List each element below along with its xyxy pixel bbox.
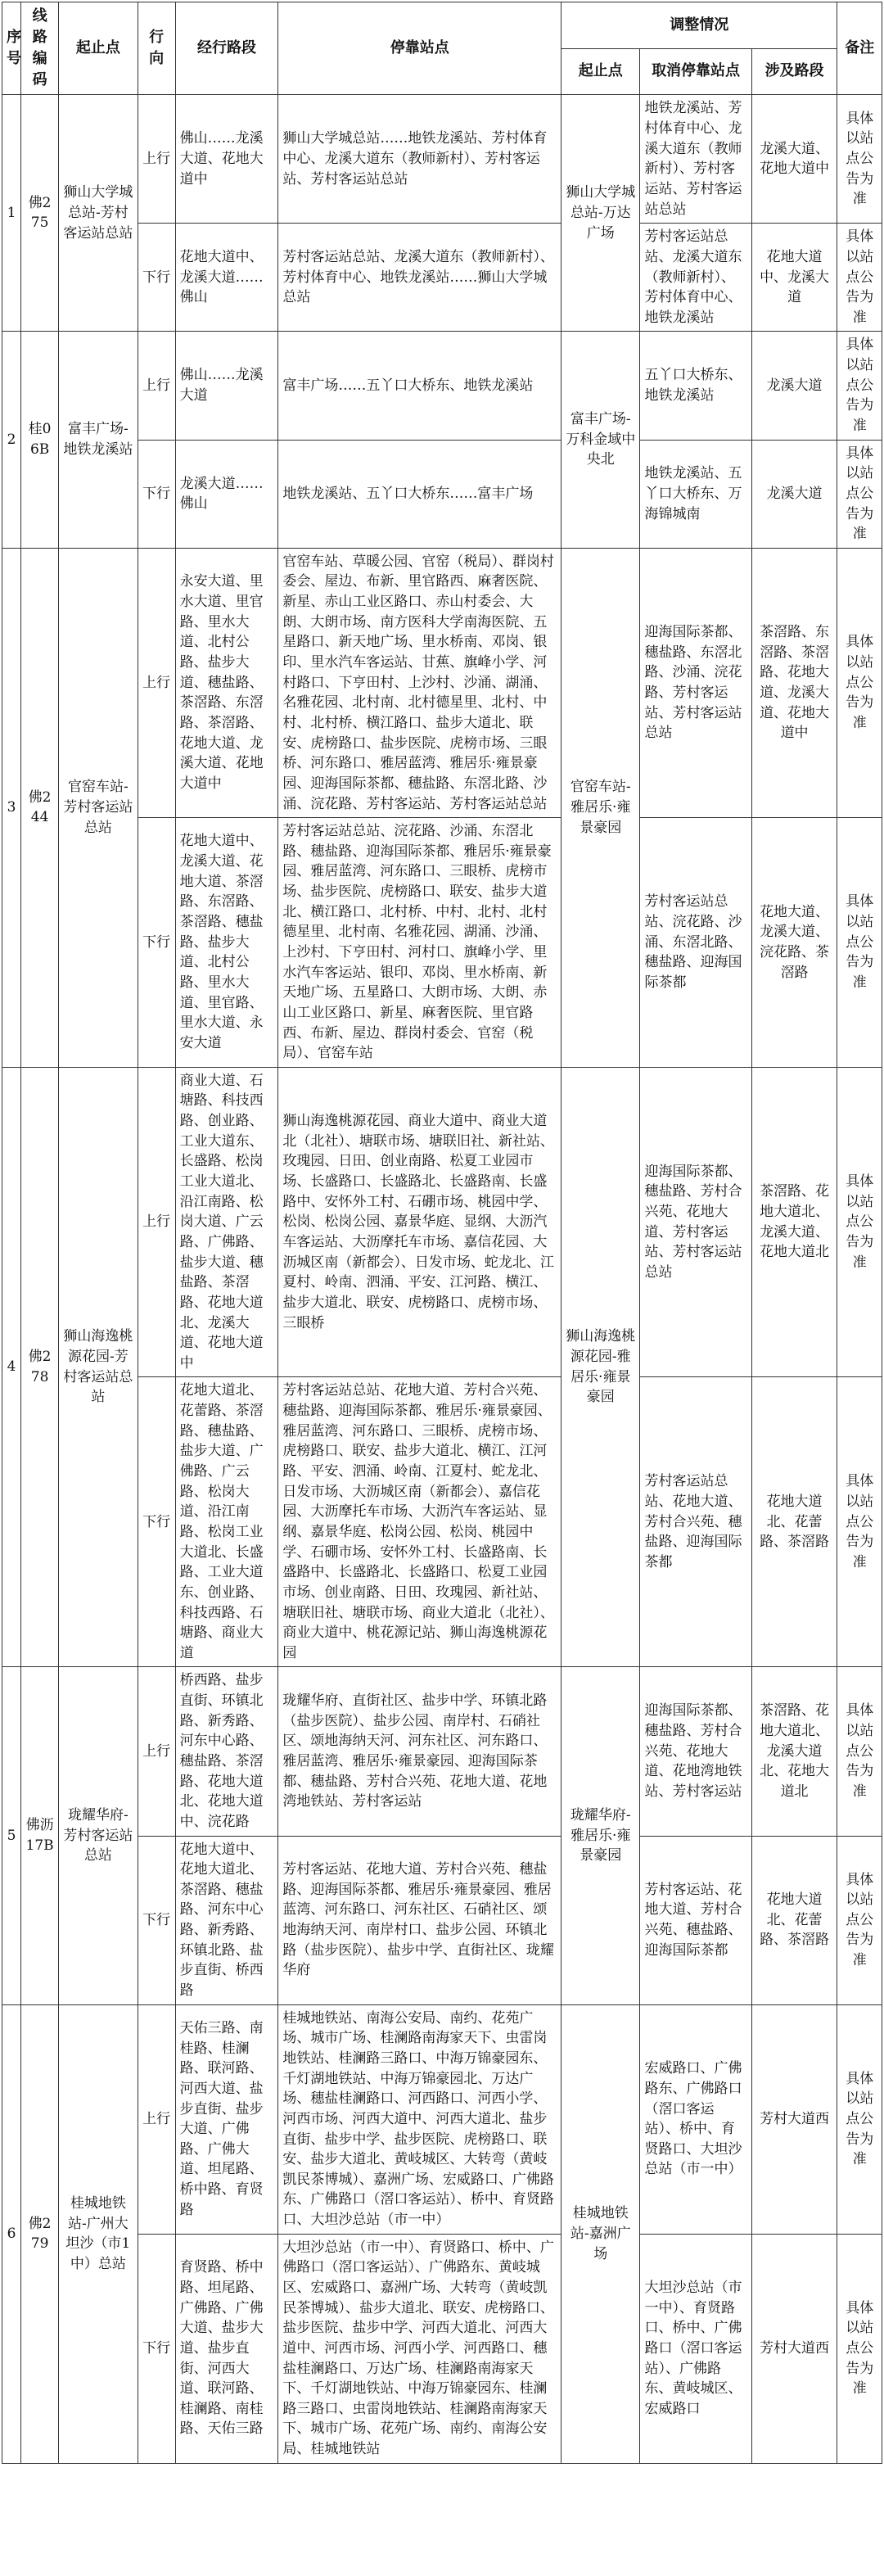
- route-code: 佛275: [21, 95, 59, 332]
- via-roads: 花地大道中、龙溪大道……佛山: [175, 224, 278, 332]
- cancelled-stops: 芳村客运站、花地大道、芳村合兴苑、穗盐路、迎海国际茶都: [640, 1836, 751, 2004]
- remark: 具体以站点公告为准: [837, 2004, 882, 2234]
- stops: 芳村客运站、花地大道、芳村合兴苑、穗盐路、迎海国际茶都、雅居乐·雍景豪园、雅居蓝湾、河东路口、河东社区、石硝社区、颂地海纳天河、南岸村口、盐步公园、环镇北路（盐步医院）、盐步中学、直街社区、珑耀华府: [278, 1836, 562, 2004]
- cancelled-stops: 芳村客运站总站、花地大道、芳村合兴苑、穗盐路、迎海国际茶都: [640, 1377, 751, 1667]
- remark: 具体以站点公告为准: [837, 1377, 882, 1667]
- adjusted-terminals: 珑耀华府-雅居乐·雍景豪园: [562, 1667, 640, 2004]
- stops: 桂城地铁站、南海公安局、南约、花苑广场、城市广场、桂澜路南海家天下、虫雷岗地铁站、桂澜路三路口、中海万锦豪园东、千灯湖地铁站、中海万锦豪园北、万达广场、穗盐桂澜路口、河西路口、河西小学、河西市场、河西大道中、河西大道北、盐步直街、盐步中学、盐步医院、虎榜路口、联安、盐步大道北、黄岐城区、大转弯（黄岐凯民茶博城）、嘉洲广场、宏威路口、广佛路东、广佛路口（滘口客运站）、桥中、育贤路口、大坦沙总站（市一中）: [278, 2004, 562, 2234]
- via-roads: 永安大道、里水大道、里官路、里水大道、北村公路、盐步大道、穗盐路、茶滘路、东滘路、茶滘路、花地大道、龙溪大道、花地大道中: [175, 548, 278, 817]
- cancelled-stops: 大坦沙总站（市一中）、育贤路口、桥中、广佛路口（滘口客运站）、广佛路东、黄岐城区、宏威路口: [640, 2234, 751, 2463]
- cancelled-stops: 芳村客运站总站、龙溪大道东（教师新村）、芳村体育中心、地铁龙溪站: [640, 224, 751, 332]
- route-adjustment-table: [2, 2, 882, 2464]
- header-stops: 停靠站点: [278, 2, 562, 95]
- roads-involved: 花地大道中、龙溪大道: [751, 224, 837, 332]
- stops: 富丰广场……五丫口大桥东、地铁龙溪站: [278, 332, 562, 440]
- route-index: 2: [2, 332, 21, 548]
- roads-involved: 龙溪大道: [751, 440, 837, 548]
- route-code: 佛279: [21, 2004, 59, 2463]
- via-roads: 花地大道中、龙溪大道、花地大道、茶滘路、东滘路、茶滘路、穗盐路、盐步大道、北村公路、里水大道、里官路、里水大道、永安大道: [175, 818, 278, 1068]
- roads-involved: 花地大道北、花蕾路、茶滘路: [751, 1836, 837, 2004]
- table-row: [2, 1067, 882, 1377]
- stops: 大坦沙总站（市一中）、育贤路口、桥中、广佛路口（滘口客运站）、广佛路东、黄岐城区、宏威路口、嘉洲广场、大转弯（黄岐凯民茶博城）、盐步大道北、联安、虎榜路口、盐步医院、盐步中学、河西大道北、河西大道中、河西市场、河西小学、河西路口、穗盐桂澜路口、万达广场、桂澜路南海家天下、千灯湖地铁站、中海万锦豪园东、桂澜路三路口、虫雷岗地铁站、桂澜路南海家天下、城市广场、花苑广场、南约、南海公安局、桂城地铁站: [278, 2234, 562, 2463]
- route-terminals: 珑耀华府-芳村客运站总站: [59, 1667, 138, 2004]
- remark: 具体以站点公告为准: [837, 440, 882, 548]
- cancelled-stops: 迎海国际茶都、穗盐路、芳村合兴苑、花地大道、花地湾地铁站、芳村客运站: [640, 1667, 751, 1836]
- table-body: [2, 95, 882, 2463]
- route-index: 4: [2, 1067, 21, 1667]
- via-roads: 天佑三路、南桂路、桂澜路、联河路、河西大道、盐步直街、盐步大道、广佛路、广佛大道、坦尾路、桥中路、育贤路: [175, 2004, 278, 2234]
- remark: 具体以站点公告为准: [837, 95, 882, 224]
- roads-involved: 花地大道、龙溪大道、浣花路、茶滘路: [751, 818, 837, 1068]
- adjusted-terminals: 富丰广场-万科金域中央北: [562, 332, 640, 548]
- cancelled-stops: 地铁龙溪站、芳村体育中心、龙溪大道东（教师新村）、芳村客运站、芳村客运站总站: [640, 95, 751, 224]
- direction: 下行: [138, 1377, 175, 1667]
- via-roads: 花地大道北、花蕾路、茶滘路、穗盐路、盐步大道、广佛路、广云路、松岗大道、沿江南路、松岗工业大道北、长盛路、工业大道东、创业路、科技西路、石塘路、商业大道: [175, 1377, 278, 1667]
- stops: 芳村客运站总站、花地大道、芳村合兴苑、穗盐路、迎海国际茶都、雅居乐·雍景豪园、雅居蓝湾、河东路口、三眼桥、虎榜市场、虎榜路口、联安、盐步大道北、横江、江河路、平安、泗涌、岭南、江夏村、蛇龙北、日发市场、大沥城区南（新都会）、嘉信花园、大沥摩托车市场、大沥汽车客运站、显纲、嘉景华庭、松岗公园、松岗、桃园中学、石硼市场、安怀外工村、长盛路南、长盛路中、长盛路北、长盛路口、松夏工业园市场、创业南路、日田、玫瑰园、新社站、塘联旧社、塘联市场、商业大道北（北社）、商业大道中、桃花源记站、狮山海逸桃源花园: [278, 1377, 562, 1667]
- route-terminals: 狮山海逸桃源花园-芳村客运站总站: [59, 1067, 138, 1667]
- table-row: [2, 1667, 882, 1836]
- roads-involved: 茶滘路、东滘路、茶滘路、花地大道、龙溪大道、花地大道中: [751, 548, 837, 817]
- via-roads: 桥西路、盐步直街、环镇北路、新秀路、河东中心路、穗盐路、茶滘路、花地大道北、花地大道中、浣花路: [175, 1667, 278, 1836]
- via-roads: 育贤路、桥中路、坦尾路、广佛路、广佛大道、盐步大道、盐步直街、河西大道、联河路、桂澜路、南桂路、天佑三路: [175, 2234, 278, 2463]
- cancelled-stops: 迎海国际茶都、穗盐路、东滘北路、沙涌、浣花路、芳村客运站、芳村客运站总站: [640, 548, 751, 817]
- header-route-code: 线路编码: [21, 2, 59, 95]
- remark: 具体以站点公告为准: [837, 224, 882, 332]
- remark: 具体以站点公告为准: [837, 332, 882, 440]
- stops: 芳村客运站总站、龙溪大道东（教师新村）、芳村体育中心、地铁龙溪站……狮山大学城总站: [278, 224, 562, 332]
- header-adjustment: 调整情况: [562, 2, 837, 49]
- direction: 上行: [138, 2004, 175, 2234]
- roads-involved: 芳村大道西: [751, 2004, 837, 2234]
- route-code: 佛244: [21, 548, 59, 1067]
- route-terminals: 狮山大学城总站-芳村客运站总站: [59, 95, 138, 332]
- remark: 具体以站点公告为准: [837, 1667, 882, 1836]
- route-index: 6: [2, 2004, 21, 2463]
- header-adj-roads-involved: 涉及路段: [751, 48, 837, 95]
- table-row: [2, 332, 882, 440]
- adjusted-terminals: 狮山海逸桃源花园-雅居乐·雍景豪园: [562, 1067, 640, 1667]
- direction: 上行: [138, 1067, 175, 1377]
- cancelled-stops: 宏威路口、广佛路东、广佛路口（滘口客运站）、桥中、育贤路口、大坦沙总站（市一中）: [640, 2004, 751, 2234]
- direction: 下行: [138, 818, 175, 1068]
- remark: 具体以站点公告为准: [837, 1067, 882, 1377]
- header-remarks: 备注: [837, 2, 882, 95]
- route-terminals: 桂城地铁站-广州大坦沙（市1中）总站: [59, 2004, 138, 2463]
- header-index: 序号: [2, 2, 21, 95]
- route-code: 佛沥17B: [21, 1667, 59, 2004]
- route-code: 桂06B: [21, 332, 59, 548]
- route-index: 1: [2, 95, 21, 332]
- table-row: [2, 95, 882, 224]
- roads-involved: 龙溪大道: [751, 332, 837, 440]
- route-terminals: 官窑车站-芳村客运站总站: [59, 548, 138, 1067]
- adjusted-terminals: 官窑车站-雅居乐·雍景豪园: [562, 548, 640, 1067]
- header-origin-terminal: 起止点: [59, 2, 138, 95]
- route-terminals: 富丰广场-地铁龙溪站: [59, 332, 138, 548]
- route-index: 5: [2, 1667, 21, 2004]
- cancelled-stops: 五丫口大桥东、地铁龙溪站: [640, 332, 751, 440]
- via-roads: 佛山……龙溪大道、花地大道中: [175, 95, 278, 224]
- stops: 芳村客运站总站、浣花路、沙涌、东滘北路、穗盐路、迎海国际茶都、雅居乐·雍景豪园、雅居蓝湾、河东路口、三眼桥、虎榜市场、盐步医院、虎榜路口、联安、盐步大道北、横江路口、北村桥、中村、北村、北村德星里、北村南、名雅花园、湖涌、沙涌、上沙村、下亨田村、河村口、旗峰小学、里水汽车客运站、银印、邓岗、里水桥南、新天地广场、五星路口、大朗市场、大朗、赤山工业区路口、新星、麻奢医院、里官路西、布新、屋边、群岗村委会、官窑（税局）、官窑车站: [278, 818, 562, 1068]
- via-roads: 商业大道、石塘路、科技西路、创业路、工业大道东、长盛路、松岗工业大道北、沿江南路、松岗大道、广云路、广佛路、盐步大道、穗盐路、茶滘路、花地大道北、龙溪大道、花地大道中: [175, 1067, 278, 1377]
- header-via-roads: 经行路段: [175, 2, 278, 95]
- cancelled-stops: 芳村客运站总站、浣花路、沙涌、东滘北路、穗盐路、迎海国际茶都: [640, 818, 751, 1068]
- direction: 下行: [138, 2234, 175, 2463]
- direction: 下行: [138, 1836, 175, 2004]
- direction: 上行: [138, 548, 175, 817]
- roads-involved: 茶滘路、花地大道北、龙溪大道北、花地大道北: [751, 1667, 837, 1836]
- route-index: 3: [2, 548, 21, 1067]
- remark: 具体以站点公告为准: [837, 1836, 882, 2004]
- remark: 具体以站点公告为准: [837, 818, 882, 1068]
- cancelled-stops: 迎海国际茶都、穗盐路、芳村合兴苑、花地大道、芳村客运站、芳村客运站总站: [640, 1067, 751, 1377]
- stops: 珑耀华府、直街社区、盐步中学、环镇北路（盐步医院）、盐步公园、南岸村、石硝社区、颂地海纳天河、河东社区、河东路口、雅居蓝湾、雅居乐·雍景豪园、迎海国际茶都、穗盐路、芳村合兴苑、花地大道、花地湾地铁站、芳村客运站: [278, 1667, 562, 1836]
- cancelled-stops: 地铁龙溪站、五丫口大桥东、万海锦城南: [640, 440, 751, 548]
- roads-involved: 花地大道北、花蕾路、茶滘路: [751, 1377, 837, 1667]
- stops: 狮山海逸桃源花园、商业大道中、商业大道北（北社）、塘联市场、塘联旧社、新社站、玫瑰园、日田、创业南路、松夏工业园市场、长盛路口、长盛路北、长盛路南、长盛路中、安怀外工村、石硼市场、桃园中学、松岗、松岗公园、嘉景华庭、显纲、大沥汽车客运站、大沥摩托车市场、嘉信花园、大沥城区南（新都会）、日发市场、蛇龙北、江夏村、岭南、泗涌、平安、江河路、横江、盐步大道北、联安、虎榜路口、虎榜市场、三眼桥: [278, 1067, 562, 1377]
- direction: 上行: [138, 95, 175, 224]
- adjusted-terminals: 桂城地铁站-嘉洲广场: [562, 2004, 640, 2463]
- roads-involved: 茶滘路、花地大道北、龙溪大道、花地大道北: [751, 1067, 837, 1377]
- header-adj-origin-terminal: 起止点: [562, 48, 640, 95]
- table-row: [2, 2004, 882, 2234]
- direction: 上行: [138, 1667, 175, 1836]
- header-row-1: [2, 2, 882, 49]
- stops: 地铁龙溪站、五丫口大桥东……富丰广场: [278, 440, 562, 548]
- via-roads: 龙溪大道……佛山: [175, 440, 278, 548]
- header-adj-cancelled-stops: 取消停靠站点: [640, 48, 751, 95]
- table-row: [2, 548, 882, 817]
- direction: 上行: [138, 332, 175, 440]
- direction: 下行: [138, 440, 175, 548]
- adjusted-terminals: 狮山大学城总站-万达广场: [562, 95, 640, 332]
- remark: 具体以站点公告为准: [837, 2234, 882, 2463]
- route-code: 佛278: [21, 1067, 59, 1667]
- roads-involved: 芳村大道西: [751, 2234, 837, 2463]
- roads-involved: 龙溪大道、花地大道中: [751, 95, 837, 224]
- via-roads: 佛山……龙溪大道: [175, 332, 278, 440]
- stops: 官窑车站、草暖公园、官窑（税局）、群岗村委会、屋边、布新、里官路西、麻奢医院、新星、赤山工业区路口、赤山村委会、大朗、大朗市场、南方医科大学南海医院、五星路口、新天地广场、里水桥南、邓岗、银印、里水汽车客运站、甘蕉、旗峰小学、河村路口、下亨田村、上沙村、沙涌、湖涌、名雅花园、北村南、北村德星里、北村、中村、北村桥、横江路口、盐步大道北、联安、虎榜路口、盐步医院、虎榜市场、三眼桥、河东路口、雅居蓝湾、雅居乐·雍景豪园、迎海国际茶都、穗盐路、东滘北路、沙涌、浣花路、芳村客运站、芳村客运站总站: [278, 548, 562, 817]
- remark: 具体以站点公告为准: [837, 548, 882, 817]
- stops: 狮山大学城总站……地铁龙溪站、芳村体育中心、龙溪大道东（教师新村）、芳村客运站、芳村客运站总站: [278, 95, 562, 224]
- via-roads: 花地大道中、花地大道北、茶滘路、穗盐路、河东中心路、新秀路、环镇北路、盐步直街、桥西路: [175, 1836, 278, 2004]
- header-direction: 行向: [138, 2, 175, 95]
- direction: 下行: [138, 224, 175, 332]
